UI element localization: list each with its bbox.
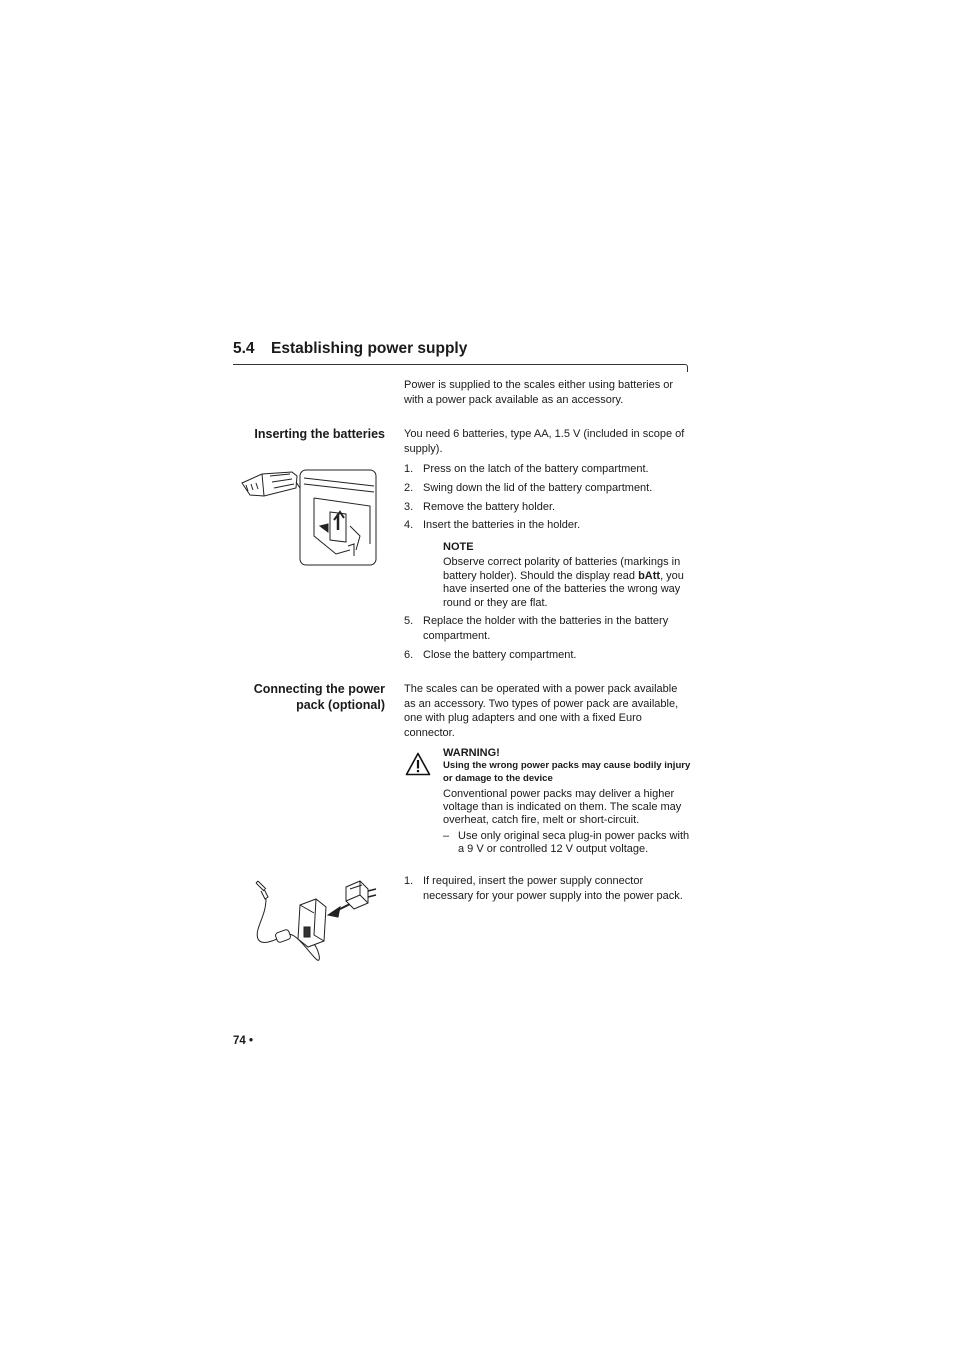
section-heading — [233, 340, 467, 358]
note-box — [443, 541, 691, 610]
warning-dash-item — [443, 830, 693, 857]
note-text-before: Observe correct polarity of batteries (markings in battery holder). Should the display read — [443, 556, 681, 582]
heading-rule — [233, 364, 685, 365]
display-code: bAtt — [638, 569, 661, 582]
warning-icon — [405, 752, 431, 776]
warning-subtitle: Using the wrong power packs may cause bodily injury or damage to the device — [443, 760, 691, 784]
list-item — [404, 614, 690, 643]
list-number: 6. — [404, 649, 414, 661]
list-text: Remove the battery holder. — [423, 501, 556, 513]
list-text: Press on the latch of the battery compartment. — [423, 463, 649, 475]
power-pack-heading-line2: pack (optional) — [296, 698, 385, 712]
note-text — [443, 556, 691, 610]
dash-mark: – — [443, 829, 450, 842]
note-text-after: , you have inserted one of the batteries the wrong way round or they are flat. — [443, 569, 684, 609]
list-number: 4. — [404, 519, 414, 531]
list-item — [404, 481, 690, 496]
dash-item-text: Use only original seca plug-in power packs with a 9 V or controlled 12 V output voltage. — [458, 829, 690, 856]
battery-compartment-illustration — [240, 466, 380, 568]
list-number: 5. — [404, 615, 414, 627]
list-text: If required, insert the power supply connector necessary for your power supply into the power pack. — [423, 875, 683, 902]
list-number: 3. — [404, 501, 414, 513]
list-item — [404, 874, 690, 903]
intro-paragraph: Power is supplied to the scales either using batteries or with a power pack available as an accessory. — [404, 379, 674, 406]
power-pack-illustration — [250, 877, 380, 969]
batteries-heading: Inserting the batteries — [254, 427, 385, 441]
section-title: Establishing power supply — [271, 340, 468, 357]
warning-title: WARNING! — [443, 747, 500, 759]
batteries-requirement: You need 6 batteries, type AA, 1.5 V (included in scope of supply). — [404, 428, 685, 455]
power-pack-heading-line1: Connecting the power — [253, 682, 385, 696]
section-number: 5.4 — [233, 340, 255, 357]
note-title: NOTE — [443, 541, 474, 553]
list-item — [404, 462, 690, 477]
power-pack-heading — [254, 681, 385, 713]
heading-rule-hook — [685, 364, 688, 372]
list-text: Close the battery compartment. — [423, 649, 577, 661]
power-pack-intro: The scales can be operated with a power pack available as an accessory. Two types of power pack are available, one with plug adapters and one with a fixed Euro connector. — [404, 683, 679, 739]
page-number: 74 • — [233, 1035, 254, 1047]
list-item — [404, 518, 690, 533]
list-item — [404, 500, 690, 515]
list-text: Replace the holder with the batteries in the battery compartment. — [423, 615, 669, 642]
list-number: 1. — [404, 463, 414, 475]
list-text: Swing down the lid of the battery compartment. — [423, 482, 653, 494]
list-item — [404, 648, 690, 663]
list-number: 1. — [404, 875, 414, 887]
list-number: 2. — [404, 482, 414, 494]
list-text: Insert the batteries in the holder. — [423, 519, 581, 531]
warning-box — [443, 747, 693, 857]
warning-text: Conventional power packs may deliver a higher voltage than is indicated on them. The scale may overheat, catch fire, melt or short-circuit. — [443, 787, 682, 827]
